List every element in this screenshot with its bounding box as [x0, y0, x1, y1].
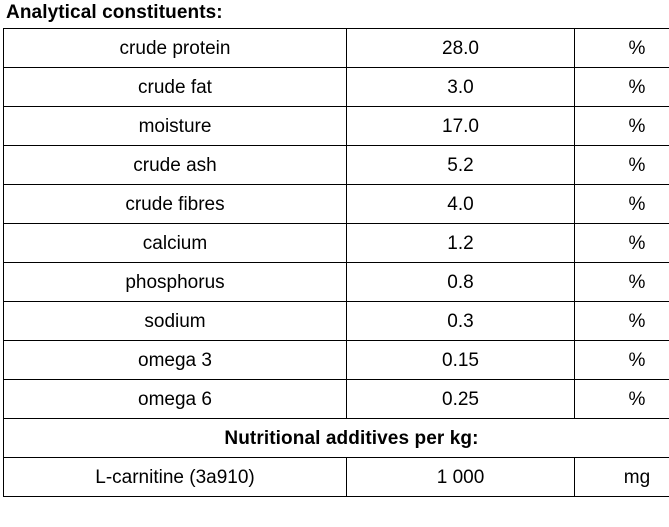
nutrient-value: 0.25	[347, 380, 575, 419]
nutrient-value: 0.15	[347, 341, 575, 380]
nutrient-value: 4.0	[347, 185, 575, 224]
nutrient-value: 3.0	[347, 68, 575, 107]
table-subheading-row	[4, 419, 669, 458]
nutrient-unit: mg	[575, 458, 669, 497]
nutrient-name: crude fibres	[4, 185, 347, 224]
nutrient-unit: %	[575, 107, 669, 146]
nutrient-value: 28.0	[347, 29, 575, 68]
table-row	[4, 302, 669, 341]
table-row	[4, 263, 669, 302]
analytical-constituents-heading: Analytical constituents:	[6, 2, 223, 23]
table-row	[4, 380, 669, 419]
table-row	[4, 107, 669, 146]
nutrient-name: crude ash	[4, 146, 347, 185]
nutrient-value: 1.2	[347, 224, 575, 263]
nutrient-name: calcium	[4, 224, 347, 263]
nutrient-value: 5.2	[347, 146, 575, 185]
nutrient-name: omega 3	[4, 341, 347, 380]
nutrient-unit: %	[575, 380, 669, 419]
nutrient-value: 17.0	[347, 107, 575, 146]
table-row	[4, 185, 669, 224]
nutrient-name: sodium	[4, 302, 347, 341]
nutrient-name: L-carnitine (3a910)	[4, 458, 347, 497]
nutrient-name: omega 6	[4, 380, 347, 419]
nutrient-unit: %	[575, 263, 669, 302]
table-row	[4, 29, 669, 68]
nutrient-unit: %	[575, 224, 669, 263]
nutrient-unit: %	[575, 341, 669, 380]
table-row	[4, 224, 669, 263]
table-row	[4, 146, 669, 185]
table-row	[4, 341, 669, 380]
nutrient-unit: %	[575, 68, 669, 107]
nutrition-table-body	[4, 29, 669, 497]
table-row	[4, 458, 669, 497]
table-row	[4, 68, 669, 107]
nutrient-name: moisture	[4, 107, 347, 146]
nutrient-name: crude protein	[4, 29, 347, 68]
nutrient-value: 0.3	[347, 302, 575, 341]
nutrient-unit: %	[575, 146, 669, 185]
nutritional-additives-heading: Nutritional additives per kg:	[4, 419, 669, 458]
nutrient-unit: %	[575, 302, 669, 341]
nutrition-table	[3, 28, 669, 497]
nutrient-value: 0.8	[347, 263, 575, 302]
nutrient-unit: %	[575, 29, 669, 68]
nutrient-name: crude fat	[4, 68, 347, 107]
nutrient-value: 1 000	[347, 458, 575, 497]
nutrient-name: phosphorus	[4, 263, 347, 302]
nutrient-unit: %	[575, 185, 669, 224]
